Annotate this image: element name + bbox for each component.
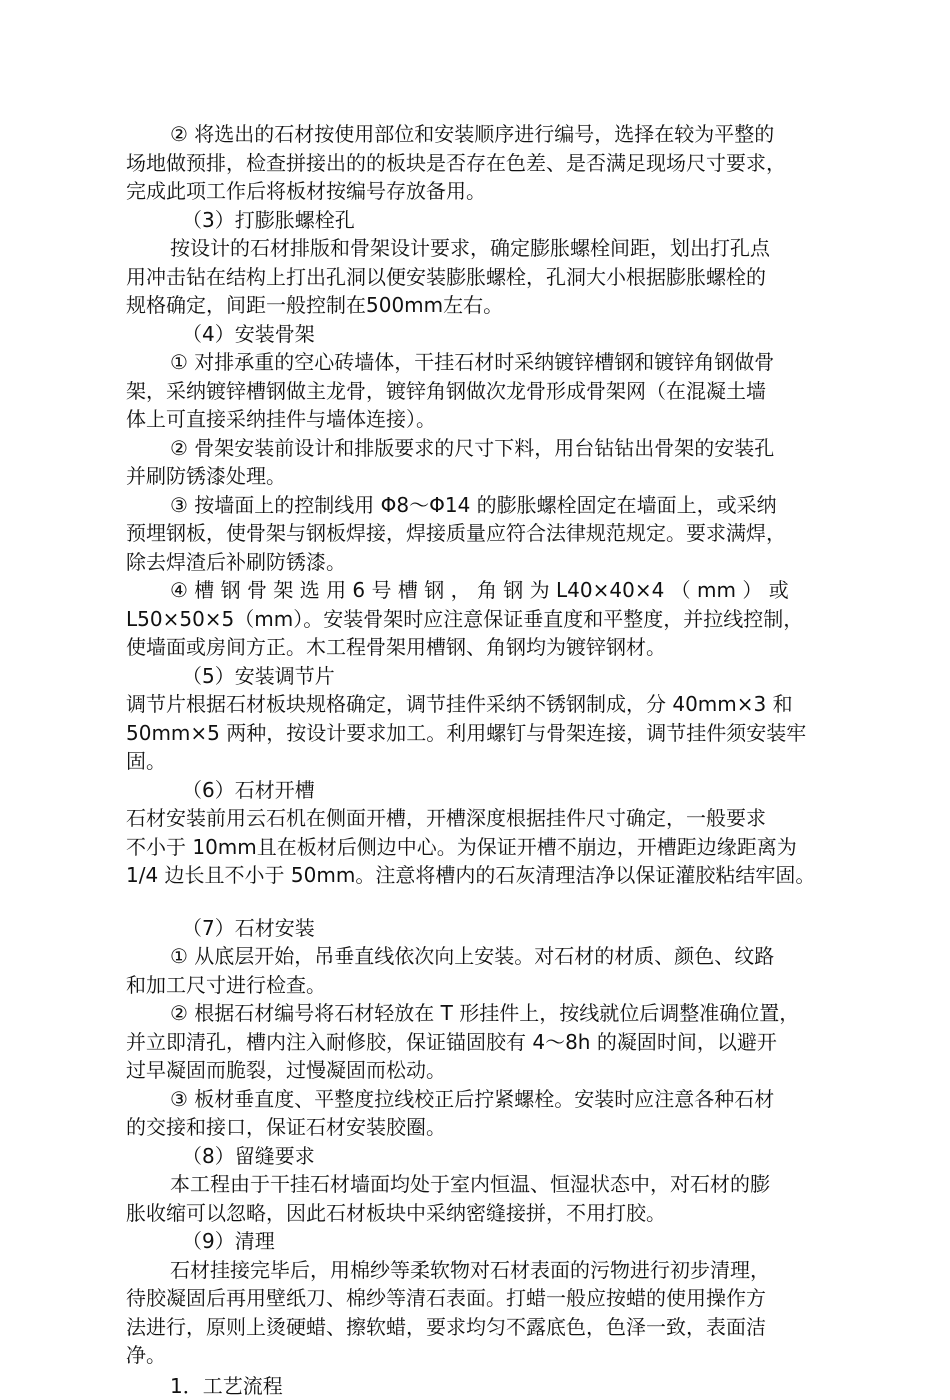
text-line: 本工程由于干挂石材墙面均处于室内恒温、恒湿状态中，对石材的膨: [126, 1170, 866, 1199]
text-line: 除去焊渣后补刷防锈漆。: [126, 548, 866, 577]
text-line: 石材挂接完毕后，用棉纱等柔软物对石材表面的污物进行初步清理，: [126, 1256, 866, 1285]
text-line: 体上可直接采纳挂件与墙体连接）。: [126, 405, 866, 434]
paragraph-bolt-holes: [126, 234, 866, 320]
text-line: 预埋钢板，使骨架与钢板焊接，焊接质量应符合法律规范规定。要求满焊，: [126, 519, 866, 548]
text-line: 并立即清孔，槽内注入耐修胶，保证锚固胶有 4～8h 的凝固时间，以避开: [126, 1028, 866, 1057]
text-line: 净。: [126, 1341, 866, 1370]
paragraph-install-3: [126, 1085, 866, 1142]
paragraph-sorting: [126, 120, 866, 206]
text-line: 法进行，原则上烫硬蜡、擦软蜡，要求均匀不露底色，色泽一致，表面洁: [126, 1313, 866, 1342]
paragraph-install-1: [126, 942, 866, 999]
text-line: 用冲击钻在结构上打出孔洞以便安装膨胀螺栓，孔洞大小根据膨胀螺栓的: [126, 263, 866, 292]
text-line: 过早凝固而脆裂，过慢凝固而松动。: [126, 1056, 866, 1085]
text-line: ② 骨架安装前设计和排版要求的尺寸下料，用台钻钻出骨架的安装孔: [126, 434, 866, 463]
text-line: ① 对排承重的空心砖墙体，干挂石材时采纳镀锌槽钢和镀锌角钢做骨: [126, 348, 866, 377]
paragraph-cleaning: [126, 1256, 866, 1370]
text-line: 1/4 边长且不小于 50mm。注意将槽内的石灰清理洁净以保证灌胶粘结牢固。: [126, 861, 866, 890]
text-line: 完成此项工作后将板材按编号存放备用。: [126, 177, 866, 206]
text-line: 架，采纳镀锌槽钢做主龙骨，镀锌角钢做次龙骨形成骨架网（在混凝土墙: [126, 377, 866, 406]
text-line: ① 从底层开始，吊垂直线依次向上安装。对石材的材质、颜色、纹路: [126, 942, 866, 971]
text-line: 调节片根据石材板块规格确定，调节挂件采纳不锈钢制成，分 40mm×3 和: [126, 690, 866, 719]
paragraph-frame-2: [126, 434, 866, 491]
text-line: 场地做预排，检查拼接出的的板块是否存在色差、是否满足现场尺寸要求，: [126, 149, 866, 178]
text-line: 不小于 10mm且在板材后侧边中心。为保证开槽不崩边，开槽距边缘距离为: [126, 833, 866, 862]
text-line: ② 将选出的石材按使用部位和安装顺序进行编号，选择在较为平整的: [126, 120, 866, 149]
paragraph-slotting: [126, 804, 866, 890]
paragraph-install-2: [126, 999, 866, 1085]
paragraph-frame-1: [126, 348, 866, 434]
paragraph-joints: [126, 1170, 866, 1227]
text-line: 胀收缩可以忽略，因此石材板块中采纳密缝接拼，不用打胶。: [126, 1199, 866, 1228]
text-line: 并刷防锈漆处理。: [126, 462, 866, 491]
text-line: 和加工尺寸进行检查。: [126, 971, 866, 1000]
section-heading-process-flow: 1．工艺流程: [126, 1372, 866, 1400]
heading-3: （3）打膨胀螺栓孔: [126, 206, 866, 235]
paragraph-frame-4: [126, 576, 866, 662]
text-line: ③ 按墙面上的控制线用 Φ8～Φ14 的膨胀螺栓固定在墙面上，或采纳: [126, 491, 866, 520]
heading-8: （8）留缝要求: [126, 1142, 866, 1171]
text-line: ④ 槽 钢 骨 架 选 用 6 号 槽 钢 ， 角 钢 为 L40×40×4 （ mm ） 或: [126, 576, 866, 605]
paragraph-adjusting-plate: [126, 690, 866, 776]
text-line: 待胶凝固后再用壁纸刀、棉纱等清石表面。打蜡一般应按蜡的使用操作方: [126, 1284, 866, 1313]
heading-7: （7）石材安装: [126, 914, 866, 943]
paragraph-frame-3: [126, 491, 866, 577]
heading-9: （9）清理: [126, 1227, 866, 1256]
heading-5: （5）安装调节片: [126, 662, 866, 691]
text-line: 按设计的石材排版和骨架设计要求，确定膨胀螺栓间距，划出打孔点: [126, 234, 866, 263]
text-line: 50mm×5 两种，按设计要求加工。利用螺钉与骨架连接，调节挂件须安装牢: [126, 719, 866, 748]
heading-6: （6）石材开槽: [126, 776, 866, 805]
text-line: L50×50×5（mm）。安装骨架时应注意保证垂直度和平整度，并拉线控制，: [126, 605, 866, 634]
text-line: ③ 板材垂直度、平整度拉线校正后拧紧螺栓。安装时应注意各种石材: [126, 1085, 866, 1114]
heading-4: （4）安装骨架: [126, 320, 866, 349]
text-line: 石材安装前用云石机在侧面开槽，开槽深度根据挂件尺寸确定，一般要求: [126, 804, 866, 833]
text-line: 规格确定，间距一般控制在500mm左右。: [126, 291, 866, 320]
text-line: 固。: [126, 747, 866, 776]
text-line: 的交接和接口，保证石材安装胶圈。: [126, 1113, 866, 1142]
text-line: 使墙面或房间方正。木工程骨架用槽钢、角钢均为镀锌钢材。: [126, 633, 866, 662]
text-line: ② 根据石材编号将石材轻放在 T 形挂件上，按线就位后调整准确位置，: [126, 999, 866, 1028]
